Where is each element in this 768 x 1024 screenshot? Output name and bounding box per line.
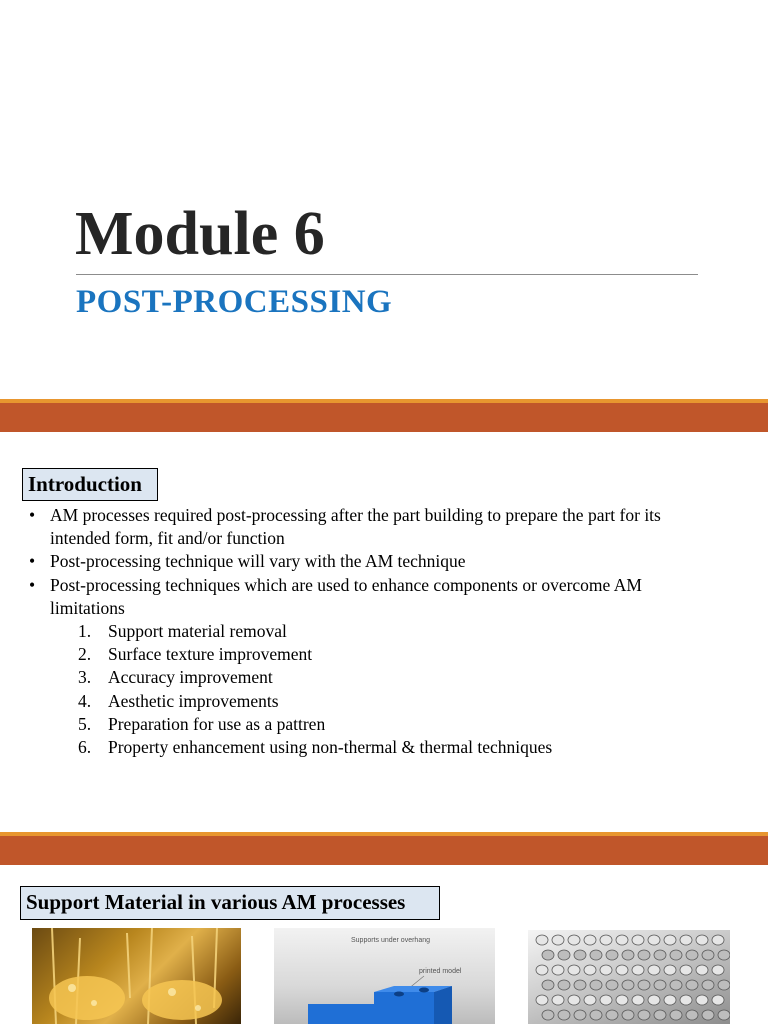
metal-part (702, 1010, 714, 1020)
supports-label: Supports under overhang (351, 937, 430, 944)
metal-part (718, 980, 730, 990)
metal-part (638, 950, 650, 960)
metal-part (536, 965, 548, 975)
metal-part (664, 965, 676, 975)
metal-part (542, 950, 554, 960)
technique-number: 1. (78, 621, 92, 642)
slide-divider-band (0, 403, 768, 432)
bullet-text: Post-processing techniques which are used to enhance components or overcome AM limitations (50, 574, 642, 618)
metal-part (654, 950, 666, 960)
metal-part (558, 980, 570, 990)
metal-part (590, 1010, 602, 1020)
metal-part (718, 950, 730, 960)
bullet-item: • Post-processing technique will vary with the AM technique (28, 550, 718, 573)
technique-number: 2. (78, 644, 92, 665)
metal-part (574, 1010, 586, 1020)
technique-number: 5. (78, 713, 92, 734)
metal-part (712, 935, 724, 945)
fdm-supports-render (274, 928, 495, 1024)
metal-part (616, 995, 628, 1005)
metal-part (664, 935, 676, 945)
metal-part (542, 1010, 554, 1020)
metal-part (622, 980, 634, 990)
metal-part (664, 995, 676, 1005)
metal-part (558, 1010, 570, 1020)
metal-part (590, 950, 602, 960)
metal-part (632, 995, 644, 1005)
metal-part (558, 950, 570, 960)
sla-supports-illustration (32, 928, 241, 1024)
technique-number: 3. (78, 667, 92, 688)
metal-part (616, 935, 628, 945)
metal-part (648, 935, 660, 945)
metal-part (574, 980, 586, 990)
metal-part (584, 965, 596, 975)
metal-part (606, 1010, 618, 1020)
metal-part (606, 980, 618, 990)
metal-part (638, 980, 650, 990)
bullet-item (28, 574, 718, 760)
metal-part (718, 1010, 730, 1020)
support-material-heading: Support Material in various AM processes (20, 886, 440, 920)
technique-list (50, 620, 718, 759)
introduction-heading: Introduction (22, 468, 158, 501)
technique-item (50, 643, 718, 666)
metal-part (568, 965, 580, 975)
metal-part (606, 950, 618, 960)
technique-number: 6. (78, 737, 92, 758)
technique-number: 4. (78, 690, 92, 711)
technique-text: Preparation for use as a pattren (108, 713, 326, 734)
metal-part (654, 1010, 666, 1020)
metal-part (702, 950, 714, 960)
metal-part (600, 935, 612, 945)
title-slide (0, 0, 768, 432)
metal-part (648, 995, 660, 1005)
technique-text: Accuracy improvement (108, 667, 273, 688)
technique-item (50, 736, 718, 759)
sla-supports-photo (32, 928, 241, 1024)
technique-item (50, 620, 718, 643)
title-divider (76, 274, 698, 275)
metal-part (696, 965, 708, 975)
metal-part (552, 935, 564, 945)
metal-part (680, 965, 692, 975)
metal-part (536, 935, 548, 945)
metal-part (632, 965, 644, 975)
metal-parts-photo (528, 930, 730, 1024)
metal-part (536, 995, 548, 1005)
metal-part (670, 950, 682, 960)
metal-part (632, 935, 644, 945)
metal-part (542, 980, 554, 990)
module-title: Module 6 (75, 200, 325, 268)
metal-part (568, 935, 580, 945)
technique-text: Aesthetic improvements (108, 690, 279, 711)
metal-part (600, 995, 612, 1005)
technique-item (50, 666, 718, 689)
metal-part (638, 1010, 650, 1020)
module-subtitle: POST-PROCESSING (76, 284, 393, 320)
metal-part (686, 980, 698, 990)
metal-part (680, 935, 692, 945)
metal-part (712, 965, 724, 975)
metal-part (670, 1010, 682, 1020)
metal-part (648, 965, 660, 975)
technique-item (50, 690, 718, 713)
metal-part (600, 965, 612, 975)
metal-part (622, 1010, 634, 1020)
metal-part (686, 1010, 698, 1020)
metal-part (574, 950, 586, 960)
metal-part (552, 995, 564, 1005)
metal-part (584, 935, 596, 945)
printed-model-illustration (274, 928, 495, 1024)
introduction-list (28, 504, 718, 759)
slide-divider-band (0, 836, 768, 865)
metal-part (568, 995, 580, 1005)
metal-part (670, 980, 682, 990)
metal-part (712, 995, 724, 1005)
metal-part (584, 995, 596, 1005)
metal-part (680, 995, 692, 1005)
metal-part (590, 980, 602, 990)
metal-part (616, 965, 628, 975)
technique-item (50, 713, 718, 736)
technique-text: Surface texture improvement (108, 644, 313, 665)
technique-text: Property enhancement using non-thermal & thermal techniques (108, 737, 553, 758)
printed-model-label: printed model (419, 968, 462, 975)
metal-part (696, 995, 708, 1005)
metal-part (654, 980, 666, 990)
metal-part (702, 980, 714, 990)
metal-part (622, 950, 634, 960)
metal-part (696, 935, 708, 945)
metal-part (552, 965, 564, 975)
metal-part (686, 950, 698, 960)
metal-parts-grid (528, 930, 730, 1024)
bullet-item: • AM processes required post-processing after the part building to prepare the part for its intended form, fit and/or function (28, 504, 718, 550)
technique-text: Support material removal (108, 621, 287, 642)
